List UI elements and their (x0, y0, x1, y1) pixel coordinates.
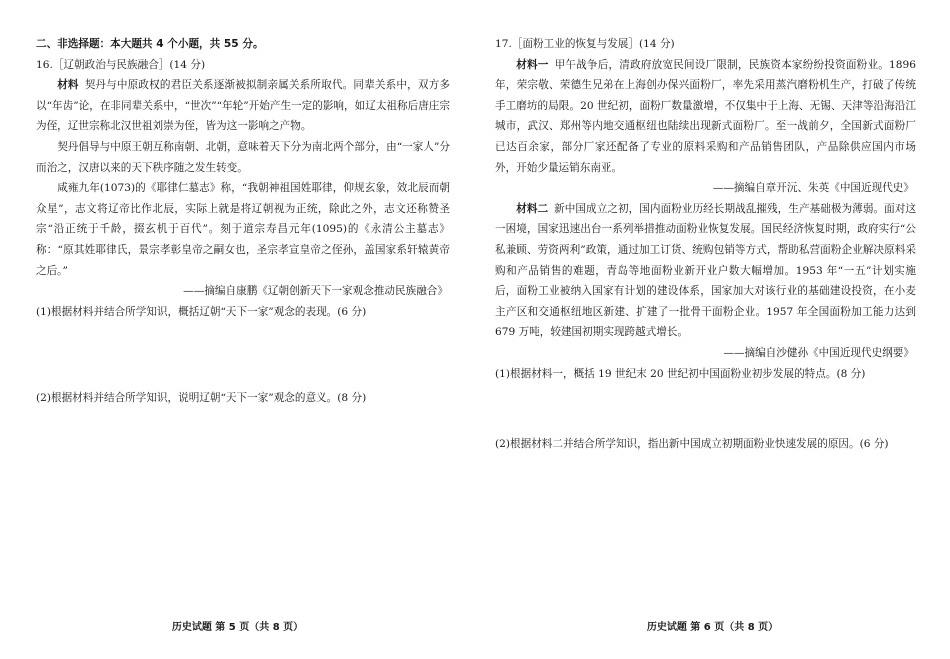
page-5-footer: 历史试题 第 5 页（共 8 页） (171, 622, 304, 634)
q17-subquestion-1: (1)根据材料一，概括 19 世纪末 20 世纪初中国面粉业初步发展的特点。(8 分) (495, 367, 866, 380)
q17-material-2-label: 材料二 (516, 202, 549, 215)
q17-material-2-text: 新中国成立之初，国内面粉业历经长期战乱摧残，生产基础极为薄弱。面对这一困境，国家迅速出台一系列举措推动面粉业恢复发展。国民经济恢复时期，政府实行“公私兼顾、劳资两利”政策，通过加工订货、统购包销等方式，帮助私营面粉企业解决原料采购和产品销售的难题，青岛等地面粉业新开业户数大幅增加。1953 年“一五”计划实施后，面粉工业被纳入国家有计划的建设体系，国家加大对该行业的基础建设投资，在小麦主产区和交通枢纽地区新建、扩建了一批骨干面粉企业。1957 年全国面粉加工能力达到 679 万吨，较建国初期实现跨越式增长。 (495, 202, 916, 339)
q16-citation: ——摘编自康鹏《辽朝创新天下一家观念推动民族融合》 (183, 285, 448, 298)
exam-page-6 (475, 0, 950, 659)
q17-material-2-citation: ——摘编自沙健孙《中国近现代史纲要》 (723, 346, 914, 359)
page-6-footer: 历史试题 第 6 页（共 8 页） (646, 622, 779, 634)
q17-material-1-text: 甲午战争后，清政府放宽民间设厂限制，民族资本家纷纷投资面粉业。1896年，荣宗敬、荣德生兄弟在上海创办保兴面粉厂，率先采用蒸汽磨粉机生产，打破了传统手工磨坊的局限。20 世纪初，面粉厂数量激增，不仅集中于上海、无锡、天津等沿海沿江城市，武汉、郑州等内地交通枢纽也陆续出现新式面粉厂。至一战前夕，全国新式面粉厂已达百余家，部分厂家还配备了专业的原料采购和产品销售团队，产品除供应国内市场外，开始少量运销东南亚。 (495, 58, 916, 174)
question-16-header: 16.［辽朝政治与民族融合］(14 分) (36, 58, 206, 71)
q17-material-1-citation: ——摘编自章开沅、朱英《中国近现代史》 (712, 182, 914, 195)
q17-subquestion-2: (2)根据材料二并结合所学知识，指出新中国成立初期面粉业快速发展的原因。(6 分) (495, 438, 889, 451)
q17-material-2 (495, 199, 916, 343)
question-17-header: 17.［面粉工业的恢复与发展］(14 分) (495, 38, 675, 50)
q16-material-label: 材料 (57, 79, 79, 92)
q17-material-1 (495, 55, 916, 179)
page-5-content (36, 34, 450, 409)
q17-material-1-label: 材料一 (516, 58, 549, 71)
section-heading: 二、非选择题：本大题共 4 个小题，共 55 分。 (36, 38, 264, 50)
q16-subquestion-1: (1)根据材料并结合所学知识，概括辽朝“天下一家”观念的表现。(6 分) (36, 305, 367, 318)
q16-answer-space-1 (36, 322, 450, 388)
q16-subquestion-2: (2)根据材料并结合所学知识，说明辽朝“天下一家”观念的意义。(8 分) (36, 392, 367, 405)
q16-material-paragraph-2: 契丹倡导与中原王朝互称南朝、北朝，意味着天下分为南北两个部分，由“一家人”分而治之，汉唐以来的天下秩序随之发生转变。 (36, 140, 450, 174)
page-6-content (495, 34, 916, 455)
q16-material-paragraph-1 (36, 75, 450, 137)
q16-material-text-1: 契丹与中原政权的君臣关系逐渐被拟制亲属关系所取代。同辈关系中，双方多以“年齿”论，在非同辈关系中，“世次”“年轮”开始产生一定的影响，如辽太祖称后唐庄宗为侄，辽世宗称北汉世祖刘崇为侄，皆为这一影响之产物。 (36, 79, 450, 133)
q17-answer-space-1 (495, 384, 916, 434)
q16-material-paragraph-3: 咸雍九年(1073)的《耶律仁墓志》称，“我朝神祖国姓耶律，仰规玄象，效北辰而朝众星”，志文将辽帝比作北辰，实际上就是将辽朝视为正统，除此之外，志文还称赞圣宗“沿正统于千龄，掇玄机于百代”。刻于道宗寿昌元年(1095)的《永清公主墓志》称：“原其姓耶律氏，景宗孝彰皇帝之嗣女也，圣宗孝宣皇帝之侄孙，盖国家系轩辕黄帝之后。” (36, 182, 450, 277)
